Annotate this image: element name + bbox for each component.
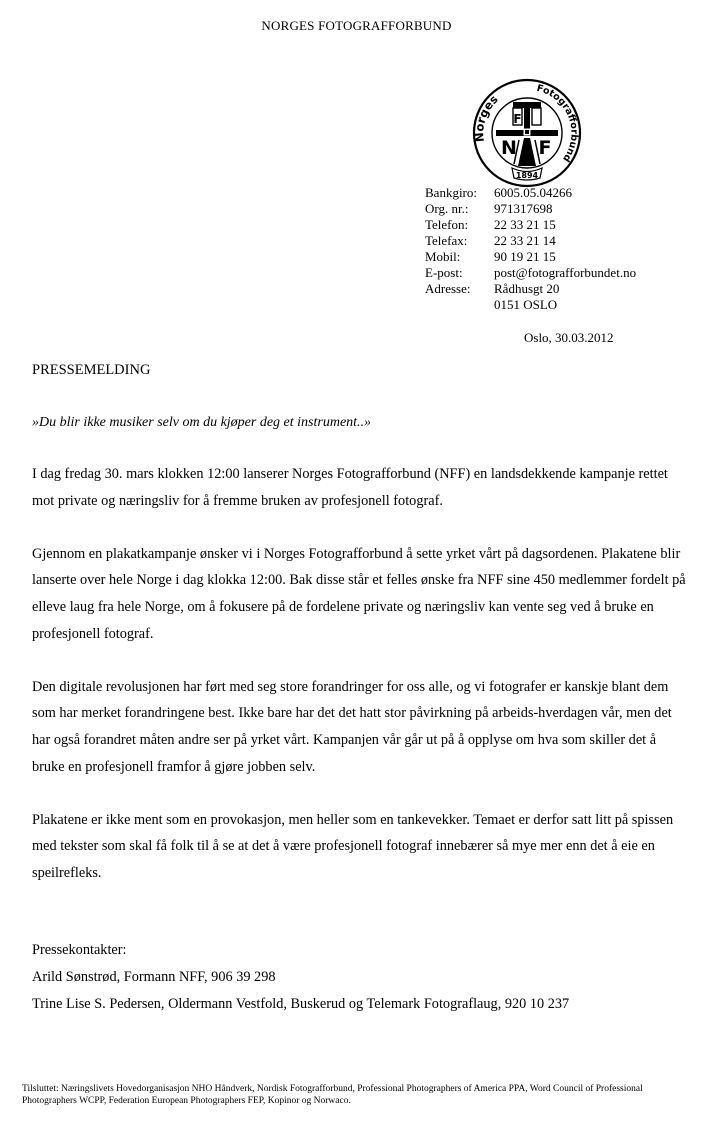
press-contacts (32, 937, 569, 1018)
page-title: PRESSEMELDING (32, 362, 151, 378)
contact-value: 0151 OSLO (494, 297, 558, 312)
contact-label: Adresse: (425, 281, 471, 296)
contact-info (425, 185, 636, 313)
contact-row (425, 249, 636, 265)
press-contacts-title: Pressekontakter: (32, 942, 127, 958)
logo-top-letter: F (513, 112, 522, 126)
logo-bottom-right-letter: F (538, 137, 552, 159)
contact-label (425, 297, 494, 313)
body-text (32, 461, 692, 913)
contact-value: 6005.05.04266 (494, 185, 572, 200)
logo-emblem (496, 102, 558, 166)
paragraph: I dag fredag 30. mars klokken 12:00 lanserer Norges Fotografforbund (NFF) en landsdekkende kampanje rettet mot private og næringsliv for å fremme bruken av profesjonell fotograf. (32, 466, 668, 509)
contact-value: 971317698 (494, 201, 553, 216)
logo-bottom-left-letter: N (501, 137, 517, 159)
paragraph: Den digitale revolusjonen har ført med seg store forandringer for oss alle, og vi fotografer er kanskje blant dem som har merket forandringene best. Ikke bare har det det hatt stor påvirkning på arbeids-hverdagen vår, men det har også forandret måten andre ser på yrket vårt. Kampanjen vår går ut på å opplyse om hva som skiller det å bruke en profesjonell framfor å gjøre jobben selv. (32, 678, 672, 775)
logo-year: 1894 (515, 171, 539, 180)
contact-row (425, 297, 636, 313)
contact-row (425, 217, 636, 233)
contact-label: Bankgiro: (425, 185, 477, 200)
press-contact-line: Trine Lise S. Pedersen, Oldermann Vestfold, Buskerud og Telemark Fotograflaug, 920 10 237 (32, 996, 570, 1012)
contact-row (425, 185, 636, 201)
contact-label: Mobil: (425, 249, 461, 264)
contact-label: E-post: (425, 265, 463, 280)
contact-value: Rådhusgt 20 (494, 281, 560, 296)
date-line: Oslo, 30.03.2012 (524, 330, 614, 345)
footer: Tilsluttet: Næringslivets Hovedorganisasjon NHO Håndverk, Nordisk Fotografforbund, Professional Photographers of America PPA, Word Council of Professional Photographers WCPP, Federation European Photographers FEP, Kopinor og Norwaco. (22, 1084, 643, 1106)
logo-ring-right-text: Fotografforbund (535, 82, 580, 164)
contact-row (425, 201, 636, 217)
org-header: NORGES FOTOGRAFFORBUND (261, 18, 452, 33)
contact-label: Org. nr.: (425, 201, 469, 216)
contact-row (425, 265, 636, 281)
contact-label: Telefon: (425, 217, 469, 232)
press-contact-line: Arild Sønstrød, Formann NFF, 906 39 298 (32, 969, 276, 985)
contact-value: 22 33 21 14 (494, 233, 556, 248)
contact-value: 22 33 21 15 (494, 217, 556, 232)
logo-ring-left-text: Norges (472, 92, 501, 143)
contact-email[interactable]: post@fotografforbundet.no (494, 265, 637, 280)
contact-label: Telefax: (425, 233, 468, 248)
contact-value: 90 19 21 15 (494, 249, 556, 264)
nff-logo (472, 78, 582, 188)
contact-row (425, 233, 636, 249)
paragraph: Gjennom en plakatkampanje ønsker vi i Norges Fotografforbund å sette yrket vårt på dagsordenen. Plakatene blir lanserte over hele Norge i dag klokka 12:00. Bak disse står et felles ønske fra NFF sine 450 medlemmer fordelt på elleve laug fra hele Norge, om å fokusere på de fordelene private og næringsliv kan vente seg ved å bruke en profesjonell fotograf. (32, 545, 686, 642)
quote: »Du blir ikke musiker selv om du kjøper deg et instrument..» (32, 415, 372, 430)
paragraph: Plakatene er ikke ment som en provokasjon, men heller som en tankevekker. Temaet er derfor satt litt på spissen med tekster som skal få folk til å se at det å være profesjonell fotograf innebærer så mye mer enn det å eie en speilrefleks. (32, 811, 674, 881)
contact-row (425, 281, 636, 297)
